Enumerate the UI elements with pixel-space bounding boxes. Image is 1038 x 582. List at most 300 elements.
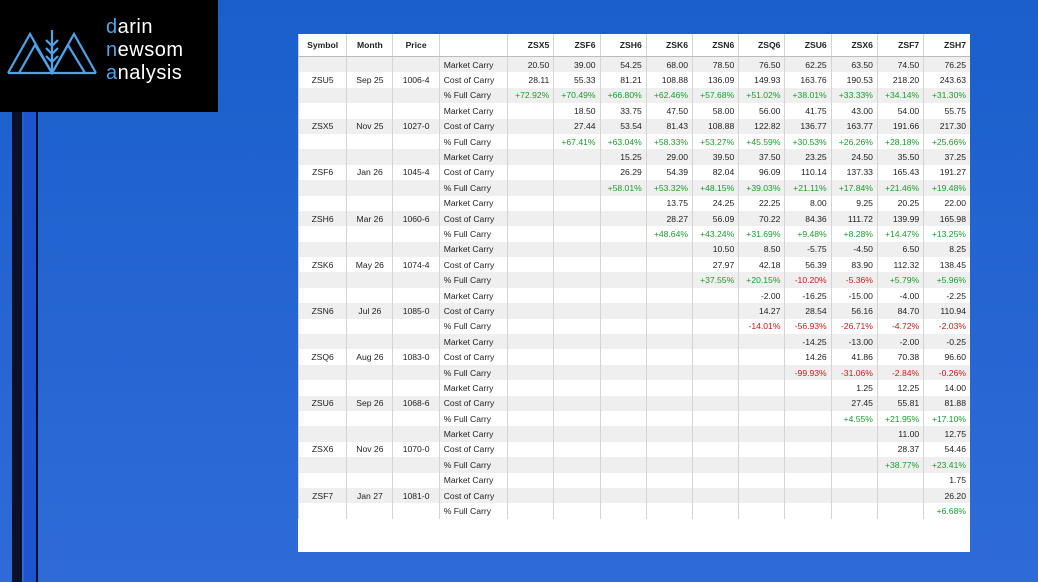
value-cell: 1.75 <box>924 473 970 488</box>
symbol-cell <box>299 103 347 118</box>
value-cell: -0.25 <box>924 334 970 349</box>
value-cell <box>646 426 692 441</box>
row-label-cell: Cost of Carry <box>439 442 507 457</box>
value-cell <box>785 457 831 472</box>
month-cell: Jul 26 <box>347 303 393 318</box>
value-cell <box>693 473 739 488</box>
column-header-contract: ZSH6 <box>600 34 646 57</box>
value-cell: 24.25 <box>693 196 739 211</box>
value-cell <box>600 334 646 349</box>
price-cell <box>393 149 439 164</box>
value-cell: +31.69% <box>739 226 785 241</box>
table-row <box>299 103 971 118</box>
value-cell: 138.45 <box>924 257 970 272</box>
value-cell <box>554 196 600 211</box>
column-header: Month <box>347 34 393 57</box>
table-row <box>299 396 971 411</box>
value-cell: +62.46% <box>646 88 692 103</box>
value-cell: 70.22 <box>739 211 785 226</box>
value-cell: -15.00 <box>831 288 877 303</box>
symbol-cell <box>299 180 347 195</box>
column-header-contract: ZSQ6 <box>739 34 785 57</box>
value-cell <box>508 426 554 441</box>
value-cell <box>646 503 692 518</box>
row-label-cell: Cost of Carry <box>439 257 507 272</box>
value-cell <box>646 288 692 303</box>
value-cell: -14.01% <box>739 319 785 334</box>
column-header: Price <box>393 34 439 57</box>
value-cell <box>693 334 739 349</box>
table-row <box>299 165 971 180</box>
value-cell <box>693 488 739 503</box>
price-cell <box>393 226 439 241</box>
logo-wordmark: darin newsom analysis <box>106 16 184 84</box>
price-cell <box>393 103 439 118</box>
value-cell <box>693 319 739 334</box>
value-cell <box>646 457 692 472</box>
value-cell <box>600 488 646 503</box>
month-cell <box>347 411 393 426</box>
value-cell <box>693 349 739 364</box>
symbol-cell <box>299 288 347 303</box>
symbol-cell <box>299 134 347 149</box>
value-cell: 111.72 <box>831 211 877 226</box>
value-cell <box>508 103 554 118</box>
value-cell <box>739 473 785 488</box>
value-cell <box>693 380 739 395</box>
month-cell <box>347 103 393 118</box>
value-cell <box>646 242 692 257</box>
month-cell <box>347 272 393 287</box>
column-header-contract: ZSK6 <box>646 34 692 57</box>
value-cell <box>693 411 739 426</box>
value-cell <box>646 319 692 334</box>
table-row <box>299 442 971 457</box>
value-cell <box>693 457 739 472</box>
symbol-cell: ZSF7 <box>299 488 347 503</box>
value-cell: +26.26% <box>831 134 877 149</box>
left-stripe <box>12 112 22 582</box>
value-cell <box>831 457 877 472</box>
row-label-cell: Market Carry <box>439 288 507 303</box>
table-row <box>299 72 971 87</box>
value-cell <box>693 426 739 441</box>
symbol-cell: ZSX5 <box>299 119 347 134</box>
table-row <box>299 257 971 272</box>
row-label-cell: Market Carry <box>439 334 507 349</box>
value-cell <box>554 334 600 349</box>
value-cell <box>600 365 646 380</box>
value-cell <box>693 365 739 380</box>
value-cell: +17.84% <box>831 180 877 195</box>
value-cell: 39.50 <box>693 149 739 164</box>
month-cell <box>347 226 393 241</box>
value-cell: -31.06% <box>831 365 877 380</box>
value-cell <box>831 503 877 518</box>
table-row <box>299 196 971 211</box>
value-cell: -4.72% <box>877 319 923 334</box>
table-row <box>299 488 971 503</box>
month-cell: Nov 26 <box>347 442 393 457</box>
value-cell: 137.33 <box>831 165 877 180</box>
value-cell <box>600 211 646 226</box>
value-cell <box>554 396 600 411</box>
value-cell <box>600 257 646 272</box>
value-cell <box>646 473 692 488</box>
value-cell: -2.25 <box>924 288 970 303</box>
value-cell: 22.00 <box>924 196 970 211</box>
symbol-cell <box>299 457 347 472</box>
value-cell: +38.01% <box>785 88 831 103</box>
month-cell <box>347 288 393 303</box>
table-row <box>299 503 971 518</box>
value-cell <box>739 442 785 457</box>
value-cell: 1.25 <box>831 380 877 395</box>
value-cell <box>554 411 600 426</box>
column-header-contract: ZSN6 <box>693 34 739 57</box>
column-header-contract: ZSF6 <box>554 34 600 57</box>
value-cell: 165.98 <box>924 211 970 226</box>
value-cell: 82.04 <box>693 165 739 180</box>
value-cell <box>508 442 554 457</box>
value-cell: 24.50 <box>831 149 877 164</box>
month-cell: Sep 25 <box>347 72 393 87</box>
value-cell <box>646 365 692 380</box>
row-label-cell: % Full Carry <box>439 365 507 380</box>
value-cell <box>600 503 646 518</box>
value-cell: 243.63 <box>924 72 970 87</box>
value-cell <box>600 426 646 441</box>
value-cell: +17.10% <box>924 411 970 426</box>
month-cell <box>347 380 393 395</box>
value-cell: 22.25 <box>739 196 785 211</box>
value-cell: 28.37 <box>877 442 923 457</box>
value-cell <box>554 257 600 272</box>
value-cell <box>600 349 646 364</box>
value-cell <box>831 488 877 503</box>
value-cell: 218.20 <box>877 72 923 87</box>
value-cell <box>739 457 785 472</box>
value-cell <box>646 349 692 364</box>
value-cell <box>554 180 600 195</box>
carry-table <box>298 34 970 519</box>
month-cell: Mar 26 <box>347 211 393 226</box>
symbol-cell: ZSN6 <box>299 303 347 318</box>
row-label-cell: Market Carry <box>439 242 507 257</box>
value-cell: 191.66 <box>877 119 923 134</box>
price-cell: 1085-0 <box>393 303 439 318</box>
value-cell: 190.53 <box>831 72 877 87</box>
table-row <box>299 334 971 349</box>
value-cell <box>600 303 646 318</box>
table-row <box>299 119 971 134</box>
month-cell <box>347 134 393 149</box>
table-row <box>299 457 971 472</box>
value-cell <box>554 473 600 488</box>
row-label-cell: % Full Carry <box>439 319 507 334</box>
value-cell <box>831 473 877 488</box>
row-label-cell: % Full Carry <box>439 457 507 472</box>
table-row <box>299 180 971 195</box>
month-cell: Nov 25 <box>347 119 393 134</box>
mountain-logo-icon <box>6 26 98 78</box>
value-cell: 54.39 <box>646 165 692 180</box>
value-cell: 12.75 <box>924 426 970 441</box>
price-cell: 1006-4 <box>393 72 439 87</box>
symbol-cell <box>299 196 347 211</box>
price-cell <box>393 88 439 103</box>
month-cell <box>347 57 393 73</box>
value-cell: 14.00 <box>924 380 970 395</box>
table-row <box>299 272 971 287</box>
value-cell: 62.25 <box>785 57 831 73</box>
value-cell: 108.88 <box>646 72 692 87</box>
value-cell <box>646 334 692 349</box>
value-cell <box>785 426 831 441</box>
row-label-cell: Cost of Carry <box>439 211 507 226</box>
value-cell: 58.00 <box>693 103 739 118</box>
value-cell: +4.55% <box>831 411 877 426</box>
value-cell <box>508 349 554 364</box>
value-cell: -2.03% <box>924 319 970 334</box>
month-cell <box>347 503 393 518</box>
value-cell <box>693 396 739 411</box>
value-cell <box>508 288 554 303</box>
row-label-cell: Market Carry <box>439 196 507 211</box>
value-cell: 27.97 <box>693 257 739 272</box>
symbol-cell: ZSQ6 <box>299 349 347 364</box>
column-header-contract: ZSH7 <box>924 34 970 57</box>
table-row <box>299 349 971 364</box>
value-cell <box>600 272 646 287</box>
value-cell: -0.26% <box>924 365 970 380</box>
value-cell: +72.92% <box>508 88 554 103</box>
value-cell: +6.68% <box>924 503 970 518</box>
price-cell <box>393 180 439 195</box>
value-cell <box>785 442 831 457</box>
value-cell <box>600 226 646 241</box>
value-cell <box>508 503 554 518</box>
month-cell <box>347 365 393 380</box>
column-header-contract: ZSF7 <box>877 34 923 57</box>
symbol-cell <box>299 426 347 441</box>
value-cell <box>831 442 877 457</box>
value-cell: 108.88 <box>693 119 739 134</box>
value-cell <box>877 473 923 488</box>
month-cell <box>347 242 393 257</box>
row-label-cell: Market Carry <box>439 149 507 164</box>
value-cell: 42.18 <box>739 257 785 272</box>
table-row <box>299 242 971 257</box>
value-cell <box>785 488 831 503</box>
value-cell: +63.04% <box>600 134 646 149</box>
symbol-cell: ZSU6 <box>299 396 347 411</box>
value-cell: 47.50 <box>646 103 692 118</box>
value-cell: 12.25 <box>877 380 923 395</box>
row-label-cell: % Full Carry <box>439 180 507 195</box>
row-label-cell: Cost of Carry <box>439 396 507 411</box>
value-cell: 110.94 <box>924 303 970 318</box>
value-cell <box>554 426 600 441</box>
table-row <box>299 319 971 334</box>
value-cell: -5.75 <box>785 242 831 257</box>
value-cell <box>554 442 600 457</box>
value-cell <box>508 180 554 195</box>
value-cell: 27.45 <box>831 396 877 411</box>
price-cell <box>393 457 439 472</box>
value-cell: +8.28% <box>831 226 877 241</box>
value-cell <box>693 288 739 303</box>
value-cell <box>785 503 831 518</box>
value-cell: 54.00 <box>877 103 923 118</box>
value-cell: 163.77 <box>831 119 877 134</box>
value-cell: 163.76 <box>785 72 831 87</box>
value-cell: 56.39 <box>785 257 831 272</box>
month-cell: May 26 <box>347 257 393 272</box>
value-cell <box>508 396 554 411</box>
value-cell: 15.25 <box>600 149 646 164</box>
symbol-cell <box>299 226 347 241</box>
price-cell <box>393 426 439 441</box>
value-cell <box>508 488 554 503</box>
month-cell <box>347 319 393 334</box>
month-cell: Aug 26 <box>347 349 393 364</box>
price-cell: 1068-6 <box>393 396 439 411</box>
value-cell: 68.00 <box>646 57 692 73</box>
value-cell <box>693 442 739 457</box>
symbol-cell <box>299 57 347 73</box>
value-cell: +23.41% <box>924 457 970 472</box>
value-cell <box>646 257 692 272</box>
left-stripe <box>36 112 38 582</box>
value-cell <box>646 272 692 287</box>
price-cell: 1027-0 <box>393 119 439 134</box>
value-cell: 6.50 <box>877 242 923 257</box>
month-cell <box>347 457 393 472</box>
value-cell <box>600 457 646 472</box>
value-cell <box>693 303 739 318</box>
value-cell: +53.32% <box>646 180 692 195</box>
value-cell: 27.44 <box>554 119 600 134</box>
value-cell <box>646 303 692 318</box>
value-cell: 10.50 <box>693 242 739 257</box>
table-row <box>299 149 971 164</box>
value-cell: 136.09 <box>693 72 739 87</box>
logo <box>0 0 218 112</box>
table-row <box>299 211 971 226</box>
symbol-cell: ZSX6 <box>299 442 347 457</box>
value-cell <box>508 457 554 472</box>
value-cell: 28.54 <box>785 303 831 318</box>
value-cell <box>554 365 600 380</box>
value-cell: +5.79% <box>877 272 923 287</box>
value-cell: 33.75 <box>600 103 646 118</box>
month-cell <box>347 334 393 349</box>
symbol-cell <box>299 272 347 287</box>
value-cell <box>554 349 600 364</box>
row-label-cell: % Full Carry <box>439 503 507 518</box>
value-cell <box>554 288 600 303</box>
value-cell <box>646 411 692 426</box>
value-cell: 96.09 <box>739 165 785 180</box>
row-label-cell: Cost of Carry <box>439 303 507 318</box>
value-cell <box>785 473 831 488</box>
value-cell <box>554 488 600 503</box>
value-cell: -26.71% <box>831 319 877 334</box>
value-cell <box>739 503 785 518</box>
value-cell: -10.20% <box>785 272 831 287</box>
value-cell: 56.09 <box>693 211 739 226</box>
table-row <box>299 134 971 149</box>
value-cell: +67.41% <box>554 134 600 149</box>
row-label-cell: Market Carry <box>439 426 507 441</box>
symbol-cell: ZSK6 <box>299 257 347 272</box>
value-cell: 149.93 <box>739 72 785 87</box>
month-cell <box>347 149 393 164</box>
price-cell <box>393 411 439 426</box>
value-cell <box>554 457 600 472</box>
value-cell: 81.21 <box>600 72 646 87</box>
value-cell: 20.50 <box>508 57 554 73</box>
value-cell: -5.36% <box>831 272 877 287</box>
column-header: Symbol <box>299 34 347 57</box>
value-cell: 37.50 <box>739 149 785 164</box>
table-row <box>299 365 971 380</box>
table-row <box>299 411 971 426</box>
value-cell: -4.50 <box>831 242 877 257</box>
value-cell: 84.70 <box>877 303 923 318</box>
value-cell: 43.00 <box>831 103 877 118</box>
value-cell: 11.00 <box>877 426 923 441</box>
price-cell: 1083-0 <box>393 349 439 364</box>
value-cell <box>739 488 785 503</box>
value-cell <box>508 226 554 241</box>
price-cell <box>393 196 439 211</box>
value-cell: +57.68% <box>693 88 739 103</box>
value-cell: +20.15% <box>739 272 785 287</box>
month-cell <box>347 473 393 488</box>
row-label-cell: % Full Carry <box>439 134 507 149</box>
symbol-cell <box>299 365 347 380</box>
value-cell <box>508 411 554 426</box>
value-cell: +21.95% <box>877 411 923 426</box>
value-cell <box>508 165 554 180</box>
value-cell <box>508 134 554 149</box>
value-cell: 55.81 <box>877 396 923 411</box>
value-cell <box>693 503 739 518</box>
value-cell: 139.99 <box>877 211 923 226</box>
value-cell: 53.54 <box>600 119 646 134</box>
value-cell <box>508 211 554 226</box>
column-header-contract: ZSX6 <box>831 34 877 57</box>
symbol-cell <box>299 411 347 426</box>
value-cell <box>508 319 554 334</box>
value-cell <box>508 380 554 395</box>
value-cell: 76.50 <box>739 57 785 73</box>
value-cell <box>646 396 692 411</box>
value-cell <box>600 473 646 488</box>
price-cell <box>393 134 439 149</box>
value-cell: 35.50 <box>877 149 923 164</box>
value-cell: -99.93% <box>785 365 831 380</box>
value-cell: -2.00 <box>739 288 785 303</box>
price-cell <box>393 334 439 349</box>
value-cell: 41.86 <box>831 349 877 364</box>
price-cell: 1045-4 <box>393 165 439 180</box>
value-cell: 23.25 <box>785 149 831 164</box>
value-cell <box>646 488 692 503</box>
value-cell: 14.27 <box>739 303 785 318</box>
